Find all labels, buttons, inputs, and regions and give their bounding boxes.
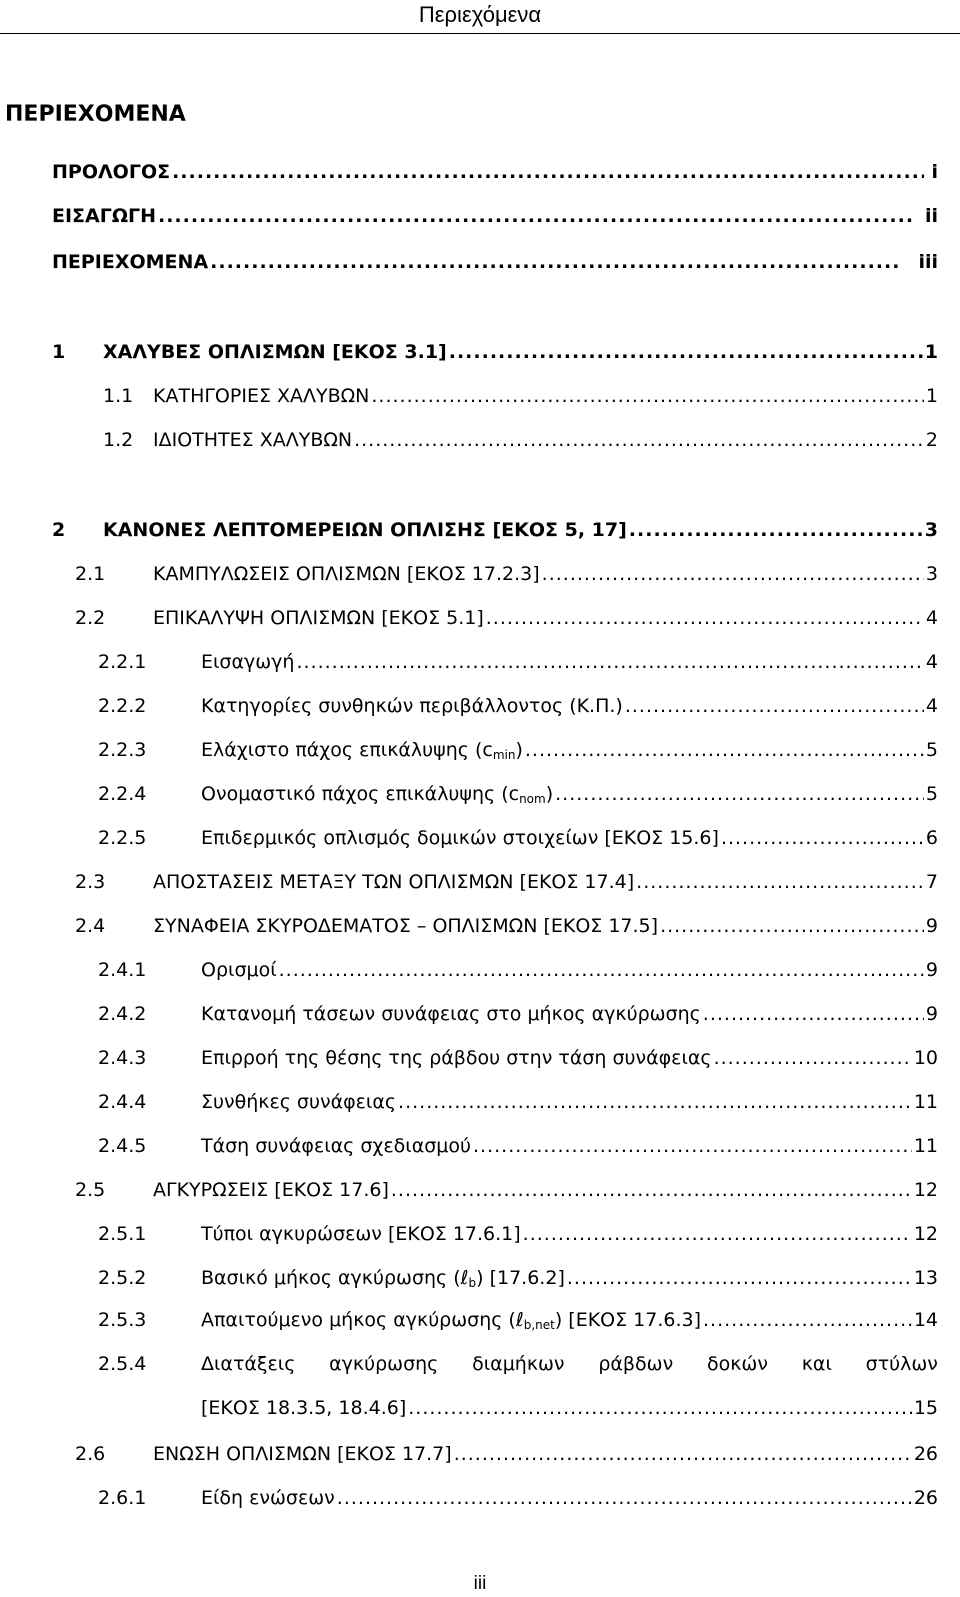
toc-entry-subscript: nom [519,792,546,806]
toc-dot-leader [525,736,924,764]
toc-dot-leader [625,692,924,720]
toc-entry-title: ΕΙΣΑΓΩΓΗ [52,205,156,227]
page-title: ΠΕΡΙΕΧΟΜΕΝΑ [5,102,186,127]
toc-entry-number: 2.4 [75,915,106,937]
toc-entry-title: ΑΓΚΥΡΩΣΕΙΣ [ΕΚΟΣ 17.6] [153,1179,389,1201]
toc-entry-number: 1.2 [103,429,134,451]
toc-entry-title: [ΕΚΟΣ 18.3.5, 18.4.6] [201,1397,407,1419]
toc-entry-page: 4 [925,651,938,673]
toc-entry-title: ΚΑΝΟΝΕΣ ΛΕΠΤΟΜΕΡΕΙΩΝ ΟΠΛΙΣΗΣ [ΕΚΟΣ 5, 17] [103,519,627,541]
toc-entry-page: 7 [925,871,938,893]
toc-entry-title: ΣΥΝΑΦΕΙΑ ΣΚΥΡΟΔΕΜΑΤΟΣ – ΟΠΛΙΣΜΩΝ [ΕΚΟΣ 17.5] [153,915,659,937]
toc-entry-page: i [931,161,938,183]
toc-entry-page: 2 [925,429,938,451]
toc-entry-title: Επιδερμικός οπλισμός δομικών στοιχείων [ΕΚΟΣ 15.6] [201,827,719,849]
toc-dot-leader [567,1264,912,1292]
toc-dot-leader [473,1132,912,1160]
toc-entry-title: Τάση συνάφειας σχεδιασμού [201,1135,471,1157]
toc-dot-leader [449,338,924,366]
toc-entry-page: 3 [924,519,938,541]
toc-dot-leader [279,956,924,984]
toc-entry-title: ΕΠΙΚΑΛΥΨΗ ΟΠΛΙΣΜΩΝ [ΕΚΟΣ 5.1] [153,607,484,629]
toc-entry-page: 1 [924,341,938,363]
toc-dot-leader [660,912,924,940]
toc-dot-leader [629,516,924,544]
toc-entry-title: ΠΕΡΙΕΧΟΜΕΝΑ [52,251,209,273]
toc-dot-leader [398,1088,912,1116]
toc-entry-page: 5 [925,739,938,761]
toc-entry-number: 2.2.1 [98,651,147,673]
toc-dot-leader [158,202,912,230]
toc-entry-subscript: b [468,1276,477,1290]
toc-dot-leader [371,382,924,410]
toc-dot-leader [721,824,924,852]
toc-entry-title: Ελάχιστο πάχος επικάλυψης $(c_{min})$ [201,739,523,762]
toc-entry-number: 2.5.1 [98,1223,147,1245]
toc-entry-page: 1 [925,385,938,407]
toc-entry-word: Διατάξεις [201,1353,296,1375]
toc-dot-leader [714,1044,912,1072]
toc-entry-title: ΕΝΩΣΗ ΟΠΛΙΣΜΩΝ [ΕΚΟΣ 17.7] [153,1443,452,1465]
toc-entry-title: Κατηγορίες συνθηκών περιβάλλοντος (Κ.Π.) [201,695,623,717]
toc-entry-word: διαμήκων [472,1353,565,1375]
toc-entry-title: Εισαγωγή [201,651,295,673]
toc-entry-title: ΙΔΙΟΤΗΤΕΣ ΧΑΛΥΒΩΝ [153,429,353,451]
toc-dot-leader [391,1176,912,1204]
toc-entry-number: 2.2.2 [98,695,147,717]
toc-entry-title: ΧΑΛΥΒΕΣ ΟΠΛΙΣΜΩΝ [ΕΚΟΣ 3.1] [103,341,447,363]
toc-entry-title: Ονομαστικό πάχος επικάλυψης $(c_{nom})$ [201,783,554,806]
toc-dot-leader [703,1000,924,1028]
toc-entry-subscript: b,net [523,1318,555,1332]
toc-entry-title: Ορισμοί [201,959,277,981]
toc-entry-number: 2.4.3 [98,1047,147,1069]
toc-dot-leader [555,780,924,808]
toc-entry-title: ΚΑΜΠΥΛΩΣΕΙΣ ΟΠΛΙΣΜΩΝ [ΕΚΟΣ 17.2.3] [153,563,540,585]
toc-entry-number: 1.1 [103,385,134,407]
toc-entry-page: 10 [913,1047,938,1069]
toc-entry-page: iii [918,251,938,273]
running-header: Περιεχόμενα [418,2,542,27]
toc-entry-page: 26 [913,1443,938,1465]
toc-entry-number: 2.2.4 [98,783,147,805]
toc-dot-leader [354,426,924,454]
toc-entry-number: 2.5 [75,1179,106,1201]
toc-entry-page: 6 [925,827,938,849]
toc-dot-leader [172,158,924,186]
toc-entry-page: 9 [925,915,938,937]
toc-entry-number: 2 [52,519,66,541]
toc-entry-page: 26 [913,1487,938,1509]
toc-entry-page: 11 [913,1091,938,1113]
toc-entry-number: 2.4.2 [98,1003,147,1025]
toc-entry-page: 9 [925,1003,938,1025]
toc-entry-title: Συνθήκες συνάφειας [201,1091,397,1113]
toc-entry-number: 2.5.4 [98,1353,147,1375]
toc-entry-title: Τύποι αγκυρώσεων [ΕΚΟΣ 17.6.1] [201,1223,521,1245]
toc-dot-leader [636,868,924,896]
toc-entry-number: 2.4.1 [98,959,147,981]
toc-entry-word: αγκύρωσης [329,1353,439,1375]
toc-entry-number: 2.4.5 [98,1135,147,1157]
toc-entry-word: και [801,1353,832,1375]
toc-entry-number: 2.6.1 [98,1487,147,1509]
toc-entry-page: 12 [913,1223,938,1245]
toc-dot-leader [296,648,924,676]
toc-entry-page: 4 [925,607,938,629]
toc-dot-leader [337,1484,912,1512]
toc-dot-leader [542,560,924,588]
toc-entry-page: 9 [925,959,938,981]
toc-entry-title: ΚΑΤΗΓΟΡΙΕΣ ΧΑΛΥΒΩΝ [153,385,370,407]
toc-entry-number: 2.2.5 [98,827,147,849]
toc-dot-leader [703,1306,912,1334]
toc-entry-number: 2.2.3 [98,739,147,761]
toc-entry-number: 2.5.2 [98,1267,147,1289]
toc-entry-subscript: min [492,748,516,762]
toc-entry-title: Είδη ενώσεων [201,1487,335,1509]
toc-entry-title: Βασικό μήκος αγκύρωσης (ℓ$_b$) [17.6.2] [201,1267,565,1290]
toc-dot-leader [408,1394,912,1422]
toc-entry-page: 4 [925,695,938,717]
toc-entry-number: 2.3 [75,871,106,893]
toc-entry-title: ΠΡΟΛΟΓΟΣ [52,161,171,183]
toc-entry-number: 2.5.3 [98,1309,147,1331]
toc-entry-page: 12 [913,1179,938,1201]
toc-entry-title: ΑΠΟΣΤΑΣΕΙΣ ΜΕΤΑΞΥ ΤΩΝ ΟΠΛΙΣΜΩΝ [ΕΚΟΣ 17.4] [153,871,635,893]
toc-entry-title-line1 [201,1350,938,1378]
header-rule [0,33,960,34]
toc-entry-page: 15 [913,1397,938,1419]
toc-entry-number: 2.4.4 [98,1091,147,1113]
toc-entry-word: δοκών [706,1353,768,1375]
toc-dot-leader [210,248,900,276]
toc-entry-number: 2.6 [75,1443,106,1465]
toc-entry-word: στύλων [865,1353,938,1375]
toc-entry-word: ράβδων [598,1353,674,1375]
toc-dot-leader [454,1440,912,1468]
toc-entry-number: 2.1 [75,563,106,585]
page-number: iii [473,1573,487,1594]
toc-dot-leader [523,1220,912,1248]
toc-entry-title: Κατανομή τάσεων συνάφειας στο μήκος αγκύρωσης [201,1003,701,1025]
toc-dot-leader [486,604,924,632]
toc-entry-number: 2.2 [75,607,106,629]
toc-entry-title: Απαιτούμενο μήκος αγκύρωσης (ℓ$_{b,net}$) [ΕΚΟΣ 17.6.3] [201,1309,702,1332]
toc-entry-title: Επιρροή της θέσης της ράβδου στην τάση συνάφειας [201,1047,712,1069]
toc-entry-page: 3 [925,563,938,585]
toc-entry-page: 14 [913,1309,938,1331]
toc-entry-page: ii [924,205,938,227]
toc-entry-page: 13 [913,1267,938,1289]
toc-entry-page: 11 [913,1135,938,1157]
toc-entry-number: 1 [52,341,66,363]
toc-entry-page: 5 [925,783,938,805]
